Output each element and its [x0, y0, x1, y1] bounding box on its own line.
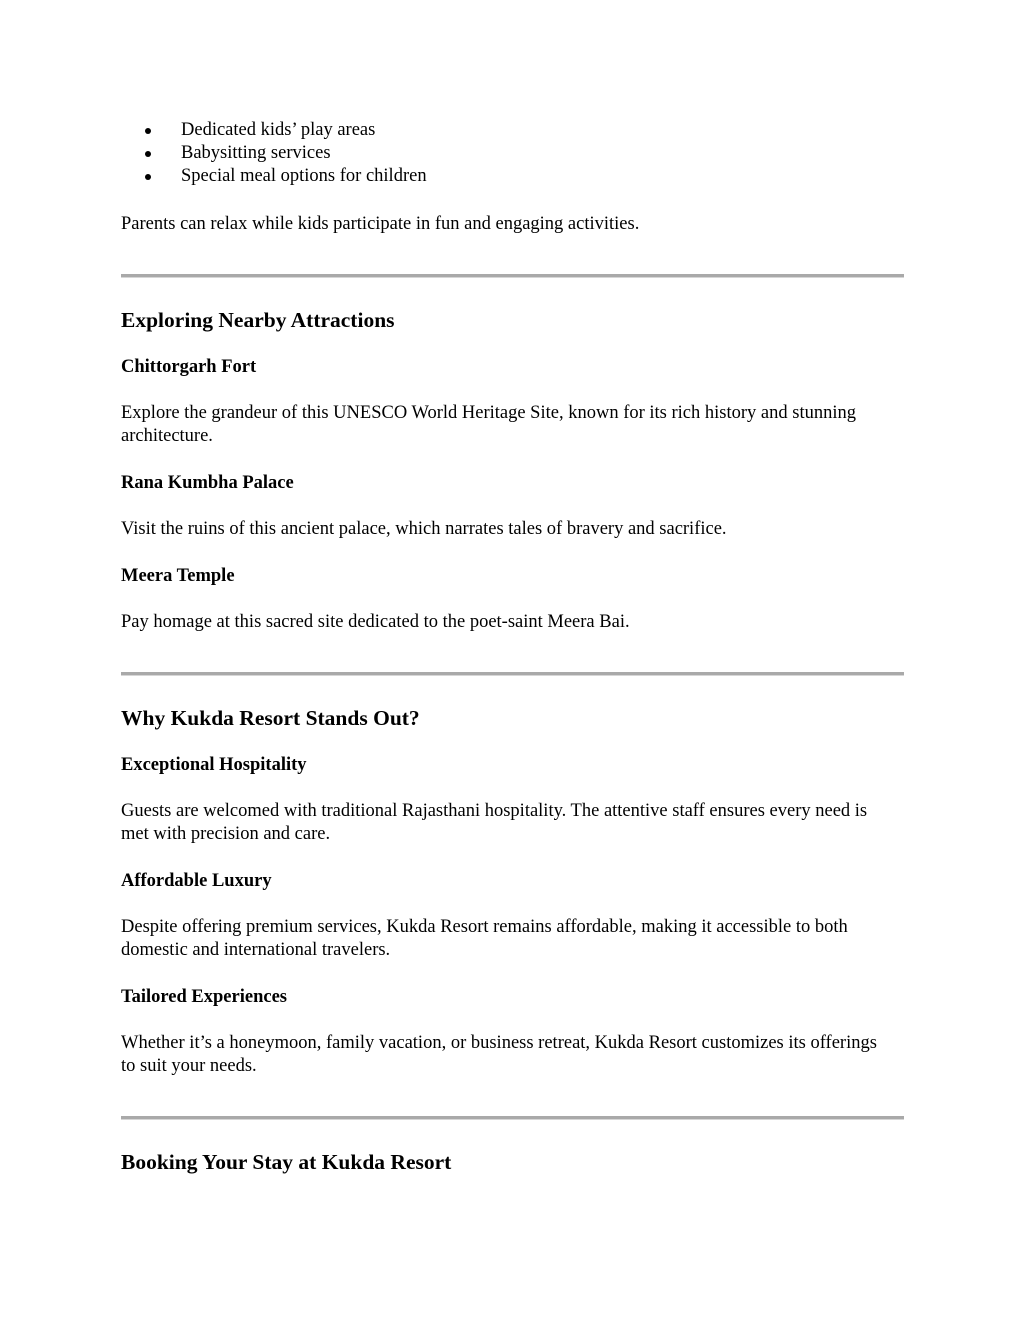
- attraction-title-chittorgarh-fort: Chittorgarh Fort: [121, 357, 257, 377]
- attraction-title-meera-temple: Meera Temple: [121, 566, 235, 586]
- list-item-text: Babysitting services: [181, 143, 331, 163]
- section-divider: [121, 274, 904, 278]
- section-divider: [121, 672, 904, 676]
- stands-out-title-hospitality: Exceptional Hospitality: [121, 755, 307, 775]
- kids-summary-paragraph: Parents can relax while kids participate in fun and engaging activities.: [121, 214, 640, 234]
- stands-out-text-hospitality: Guests are welcomed with traditional Rajasthani hospitality. The attentive staff ensures every need is met with precision and care.: [121, 801, 868, 844]
- kids-features-list: [121, 119, 427, 188]
- bullet-icon: [145, 151, 151, 157]
- stands-out-title-tailored-experiences: Tailored Experiences: [121, 987, 287, 1007]
- list-item-text: Dedicated kids’ play areas: [181, 120, 376, 140]
- bullet-icon: [145, 174, 151, 180]
- stands-out-text-tailored-experiences: Whether it’s a honeymoon, family vacation, or business retreat, Kukda Resort customizes its offerings to suit your needs.: [121, 1033, 877, 1076]
- list-item-text: Special meal options for children: [181, 166, 427, 186]
- attraction-title-rana-kumbha-palace: Rana Kumbha Palace: [121, 473, 294, 493]
- list-item: [121, 165, 427, 188]
- section-divider: [121, 1116, 904, 1120]
- stands-out-heading: Why Kukda Resort Stands Out?: [121, 706, 420, 730]
- list-item: [121, 142, 427, 165]
- attraction-text-meera-temple: Pay homage at this sacred site dedicated to the poet-saint Meera Bai.: [121, 612, 630, 632]
- stands-out-text-affordable-luxury: Despite offering premium services, Kukda Resort remains affordable, making it accessible to both domestic and international travelers.: [121, 917, 848, 960]
- bullet-icon: [145, 128, 151, 134]
- stands-out-title-affordable-luxury: Affordable Luxury: [121, 871, 272, 891]
- attraction-text-chittorgarh-fort: Explore the grandeur of this UNESCO World Heritage Site, known for its rich history and stunning architecture.: [121, 403, 856, 446]
- attraction-text-rana-kumbha-palace: Visit the ruins of this ancient palace, which narrates tales of bravery and sacrifice.: [121, 519, 727, 539]
- list-item: [121, 119, 427, 142]
- attractions-heading: Exploring Nearby Attractions: [121, 308, 395, 332]
- booking-heading: Booking Your Stay at Kukda Resort: [121, 1150, 452, 1174]
